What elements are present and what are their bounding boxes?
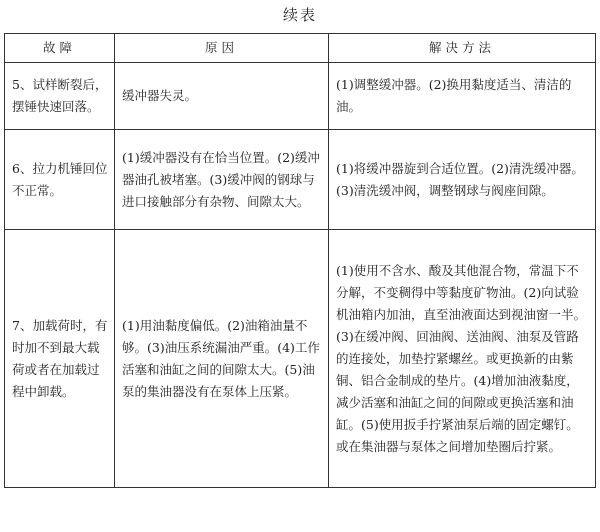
header-solution: 解决方法 — [329, 34, 596, 63]
cause-cell: 缓冲器失灵。 — [115, 63, 329, 130]
solution-cell: (1)将缓冲器旋到合适位置。(2)清洗缓冲器。(3)清洗缓冲阀，调整钢球与阀座间隙。 — [329, 130, 596, 230]
solution-cell: (1)使用不含水、酸及其他混合物，常温下不分解，不变稠得中等黏度矿物油。(2)向试验机油箱内加油，直至油液面达到视油窗一半。(3)在缓冲阀、回油阀、送油阀、油泵及管路的连接处，加垫拧紧螺丝。或更换新的由紫铜、铝合金制成的垫片。(4)增加油液黏度，减少活塞和油缸之间的间隙或更换活塞和油缸。(5)使用扳手拧紧油泵后端的固定螺钉。或在集油器与泵体之间增加垫圈后拧紧。 — [329, 230, 596, 488]
table-caption: 续表 — [282, 6, 317, 24]
header-fault: 故障 — [5, 34, 115, 63]
fault-cell: 6、拉力机锤回位不正常。 — [5, 130, 115, 230]
solution-cell: (1)调整缓冲器。(2)换用黏度适当、清洁的油。 — [329, 63, 596, 130]
table-row — [5, 230, 596, 488]
table-row — [5, 63, 596, 130]
table-body — [5, 63, 596, 488]
header-row — [5, 34, 596, 63]
cause-cell: (1)缓冲器没有在恰当位置。(2)缓冲器油孔被堵塞。(3)缓冲阀的钢球与进口接触部分有杂物、间隙太大。 — [115, 130, 329, 230]
fault-cell: 5、试样断裂后，摆锤快速回落。 — [5, 63, 115, 130]
troubleshooting-table — [4, 33, 596, 488]
fault-cell: 7、加载荷时，有时加不到最大载荷或者在加载过程中卸载。 — [5, 230, 115, 488]
table-row — [5, 130, 596, 230]
table-header — [5, 34, 596, 63]
header-cause: 原因 — [115, 34, 329, 63]
cause-cell: (1)用油黏度偏低。(2)油箱油量不够。(3)油压系统漏油严重。(4)工作活塞和油缸之间的间隙太大。(5)油泵的集油器没有在泵体上压紧。 — [115, 230, 329, 488]
